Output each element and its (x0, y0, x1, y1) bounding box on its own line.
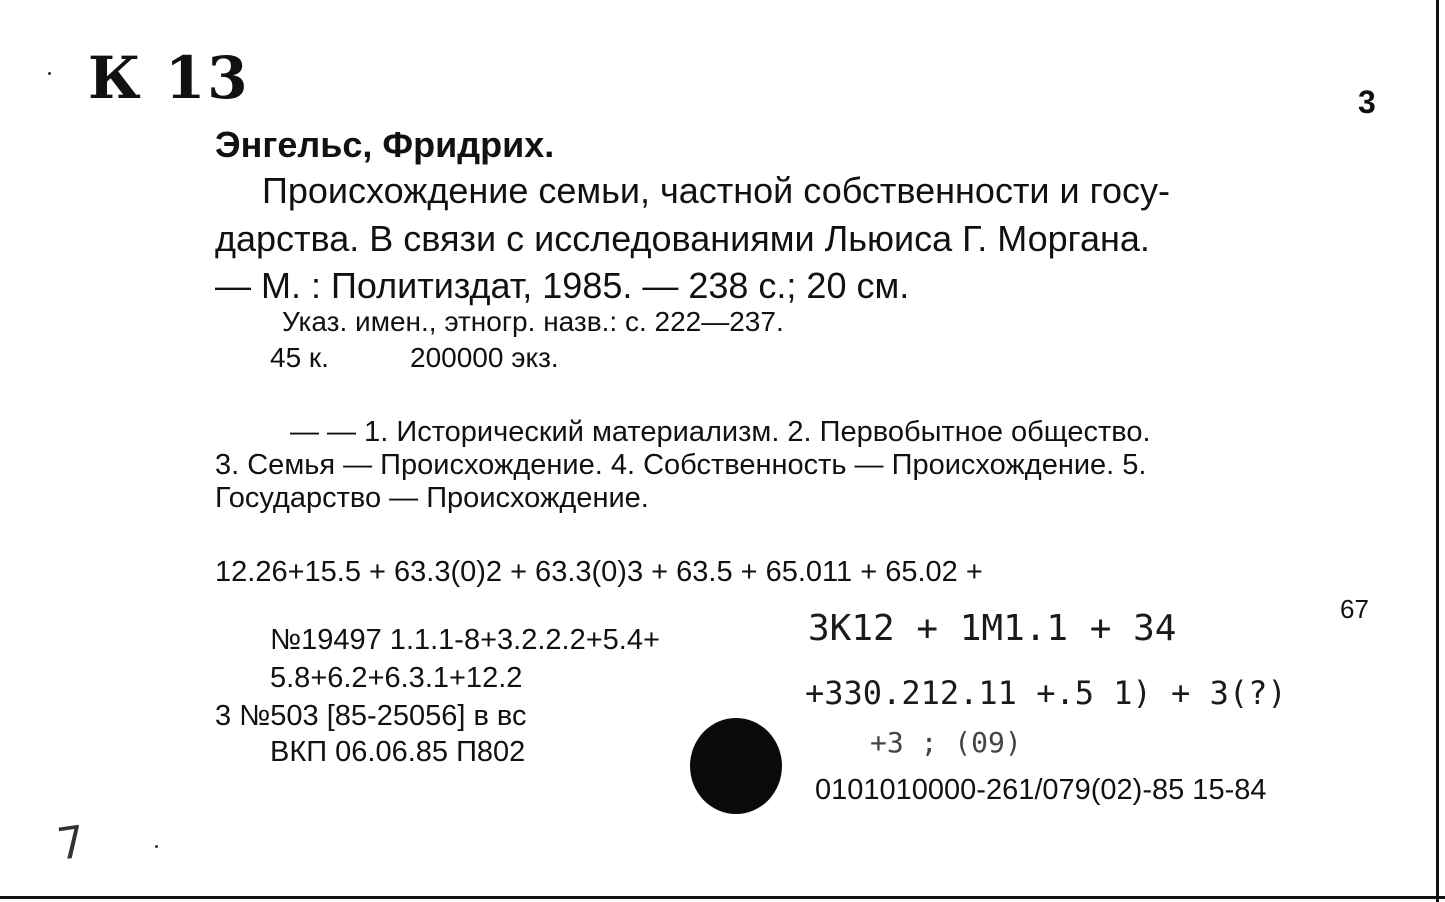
corner-number: 3 (1358, 84, 1376, 120)
record-line-4: ВКП 06.06.85 П802 (270, 736, 526, 768)
index-note: Указ. имен., этногр. назв.: с. 222—237. (282, 306, 784, 337)
classification-indices: 12.26+15.5 + 63.3(0)2 + 63.3(0)3 + 63.5 + 65.011 + 65.02 + (215, 556, 983, 588)
record-line-1: №19497 1.1.1-8+3.2.2.2+5.4+ (270, 624, 660, 656)
price: 45 к. (270, 342, 329, 373)
speck (48, 72, 51, 75)
subjects-line-2: 3. Семья — Происхождение. 4. Собственность — Происхождение. 5. (215, 449, 1147, 481)
author-heading: Энгельс, Фридрих. (215, 124, 555, 165)
shelf-mark: К 13 (88, 44, 250, 112)
title-line-3: — М. : Политиздат, 1985. — 238 с.; 20 см. (215, 265, 910, 306)
card-right-edge (1436, 0, 1439, 902)
subjects-line-1: — — 1. Исторический материализм. 2. Первобытное общество. (290, 416, 1151, 448)
record-line-3: 3 №503 [85-25056] в вс (215, 700, 527, 732)
record-line-2: 5.8+6.2+6.3.1+12.2 (270, 662, 523, 694)
handwritten-line-3: +3 ; (09) (870, 726, 1022, 759)
print-run: 200000 экз. (410, 342, 559, 373)
corner-handwritten-mark: 7 (54, 816, 88, 871)
speck (155, 845, 158, 848)
code-line: 0101010000-261/079(02)-85 15-84 (815, 774, 1267, 806)
card-bottom-edge (0, 896, 1445, 899)
classification-tail: 67 (1340, 594, 1369, 624)
subjects-line-3: Государство — Происхождение. (215, 482, 649, 514)
title-line-1: Происхождение семьи, частной собственности и госу- (262, 170, 1170, 211)
punched-hole-mark (690, 718, 782, 814)
title-line-2: дарства. В связи с исследованиями Льюиса Г. Моргана. (215, 218, 1150, 259)
handwritten-line-1: 3К12 + 1М1.1 + 34 (808, 608, 1177, 649)
handwritten-line-2: +330.212.11 +.5 1) + 3(?) (805, 674, 1287, 712)
